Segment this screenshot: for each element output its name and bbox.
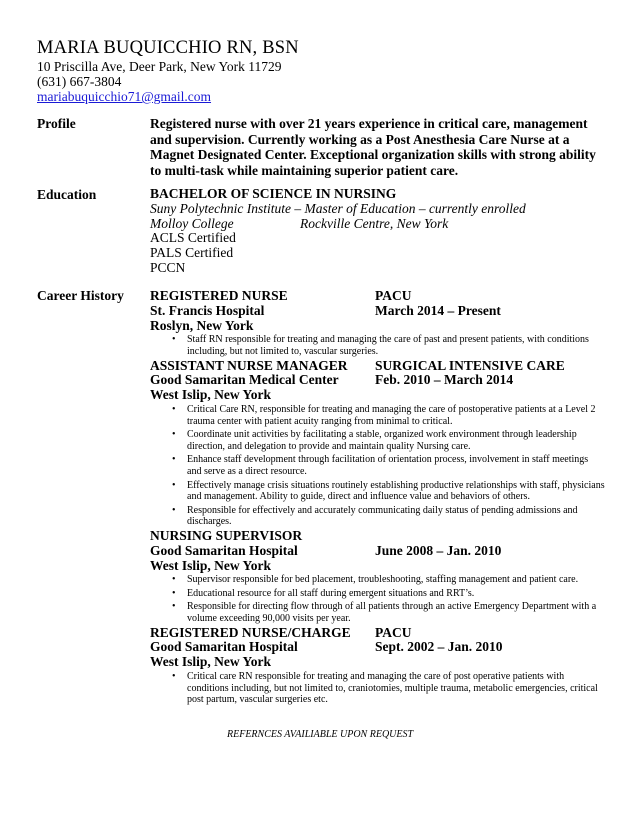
list-item bbox=[150, 480, 605, 503]
job-unit: PACU bbox=[375, 288, 412, 303]
job-entry bbox=[150, 358, 605, 528]
bullet-text: Responsible for effectively and accurately communicating daily status of pending admissions and discharges. bbox=[187, 504, 578, 528]
bullet-text: Effectively manage crisis situations routinely establishing productive relationships with staff, physicians and management. Ability to guide, direct and influence value and behaviors of others. bbox=[187, 479, 605, 503]
bullet-icon: • bbox=[172, 429, 176, 441]
phone: (631) 667-3804 bbox=[37, 74, 122, 89]
list-item bbox=[150, 601, 605, 624]
bullet-text: Critical care RN responsible for treating and managing the care of post operative patients with conditions including, but not limited to, craniotomies, multiple trauma, metabolic emergencies, critical post partum, vascular surgeries etc. bbox=[187, 671, 598, 706]
job-title: REGISTERED NURSE/CHARGE bbox=[150, 624, 351, 640]
college-name: Molloy College bbox=[150, 215, 234, 231]
job-title: REGISTERED NURSE bbox=[150, 288, 288, 303]
job-bullets bbox=[150, 671, 605, 706]
bullet-icon: • bbox=[172, 574, 176, 586]
list-item bbox=[150, 671, 605, 706]
job-dates: Sept. 2002 – Jan. 2010 bbox=[375, 639, 503, 655]
bullet-text: Responsible for directing flow through of all patients through an active Emergency Department with a volume exceeding 90,000 visits per year. bbox=[187, 601, 597, 625]
list-item bbox=[150, 574, 605, 586]
bullet-text: Enhance staff development through facilitation of orientation process, involvement in staff meetings and serve as a direct resource. bbox=[187, 454, 589, 477]
bullet-icon: • bbox=[172, 671, 176, 683]
list-item bbox=[150, 588, 605, 600]
job-employer: Good Samaritan Hospital bbox=[150, 639, 298, 655]
job-title: NURSING SUPERVISOR bbox=[150, 527, 303, 543]
bullet-icon: • bbox=[172, 454, 176, 466]
job-entry bbox=[150, 528, 605, 625]
career-section bbox=[150, 288, 605, 706]
job-unit: PACU bbox=[375, 624, 412, 640]
candidate-name: MARIA BUQUICCHIO RN, BSN bbox=[37, 38, 299, 58]
profile-text: Registered nurse with over 21 years experience in critical care, management and supervision. Currently working as a Post Anesthesia Care Nurse at a Magnet Designated Center. Exceptional organization skills with strong ability to multi-task while maintaining superior patient care. bbox=[150, 116, 596, 178]
certification: PCCN bbox=[150, 259, 186, 275]
email-link[interactable]: mariabuquicchio71@gmail.com bbox=[37, 89, 212, 104]
education-heading: Education bbox=[37, 187, 97, 202]
bullet-icon: • bbox=[172, 479, 176, 491]
job-location: West Islip, New York bbox=[150, 557, 272, 573]
job-unit: SURGICAL INTENSIVE CARE bbox=[375, 357, 565, 373]
bullet-icon: • bbox=[172, 403, 176, 415]
job-employer: Good Samaritan Medical Center bbox=[150, 372, 339, 388]
contact-block bbox=[37, 59, 281, 104]
bullet-text: Educational resource for all staff during emergent situations and RRT’s. bbox=[187, 587, 475, 599]
bullet-icon: • bbox=[172, 504, 176, 516]
degree: BACHELOR OF SCIENCE IN NURSING bbox=[150, 186, 397, 201]
education-section bbox=[150, 187, 600, 276]
bullet-icon: • bbox=[172, 334, 176, 346]
job-dates: June 2008 – Jan. 2010 bbox=[375, 542, 502, 558]
bullet-text: Supervisor responsible for bed placement, troubleshooting, staffing management and patient care. bbox=[187, 574, 579, 586]
bullet-text: Critical Care RN, responsible for treating and managing the care of postoperative patients at a Level 2 trauma center with patient acuity ranging from minimal to critical. bbox=[187, 403, 596, 427]
job-entry bbox=[150, 625, 605, 706]
job-bullets bbox=[150, 574, 605, 624]
certification: ACLS Certified bbox=[150, 230, 236, 246]
job-location: Roslyn, New York bbox=[150, 317, 254, 333]
job-employer: Good Samaritan Hospital bbox=[150, 542, 298, 558]
list-item bbox=[150, 429, 605, 452]
job-location: West Islip, New York bbox=[150, 387, 272, 403]
bullet-text: Staff RN responsible for treating and managing the care of past and present patients, with conditions including, but not limited to, vascular surgeries. bbox=[187, 334, 589, 357]
job-title: ASSISTANT NURSE MANAGER bbox=[150, 357, 348, 373]
list-item bbox=[150, 505, 605, 528]
career-heading: Career History bbox=[37, 288, 124, 303]
job-dates: Feb. 2010 – March 2014 bbox=[375, 372, 514, 388]
college-location: Rockville Centre, New York bbox=[300, 215, 449, 231]
bullet-text: Coordinate unit activities by facilitating a stable, organized work environment through leadership direction, and delegation to provide and maintain quality Nursing care. bbox=[187, 429, 577, 452]
list-item bbox=[150, 334, 605, 357]
list-item bbox=[150, 454, 605, 477]
job-location: West Islip, New York bbox=[150, 654, 272, 670]
job-bullets bbox=[150, 404, 605, 528]
references-note: REFERNCES AVAILIABLE UPON REQUEST bbox=[227, 729, 414, 740]
bullet-icon: • bbox=[172, 601, 176, 613]
job-bullets bbox=[150, 334, 605, 357]
masters-program: Suny Polytechnic Institute – Master of Education – currently enrolled bbox=[150, 200, 526, 216]
list-item bbox=[150, 404, 605, 427]
bullet-icon: • bbox=[172, 587, 176, 599]
job-entry bbox=[150, 288, 605, 358]
job-dates: March 2014 – Present bbox=[375, 302, 501, 318]
certification: PALS Certified bbox=[150, 245, 234, 261]
profile-heading: Profile bbox=[37, 116, 76, 131]
job-employer: St. Francis Hospital bbox=[150, 302, 265, 318]
college-row bbox=[150, 217, 600, 232]
address: 10 Priscilla Ave, Deer Park, New York 11729 bbox=[37, 59, 282, 74]
